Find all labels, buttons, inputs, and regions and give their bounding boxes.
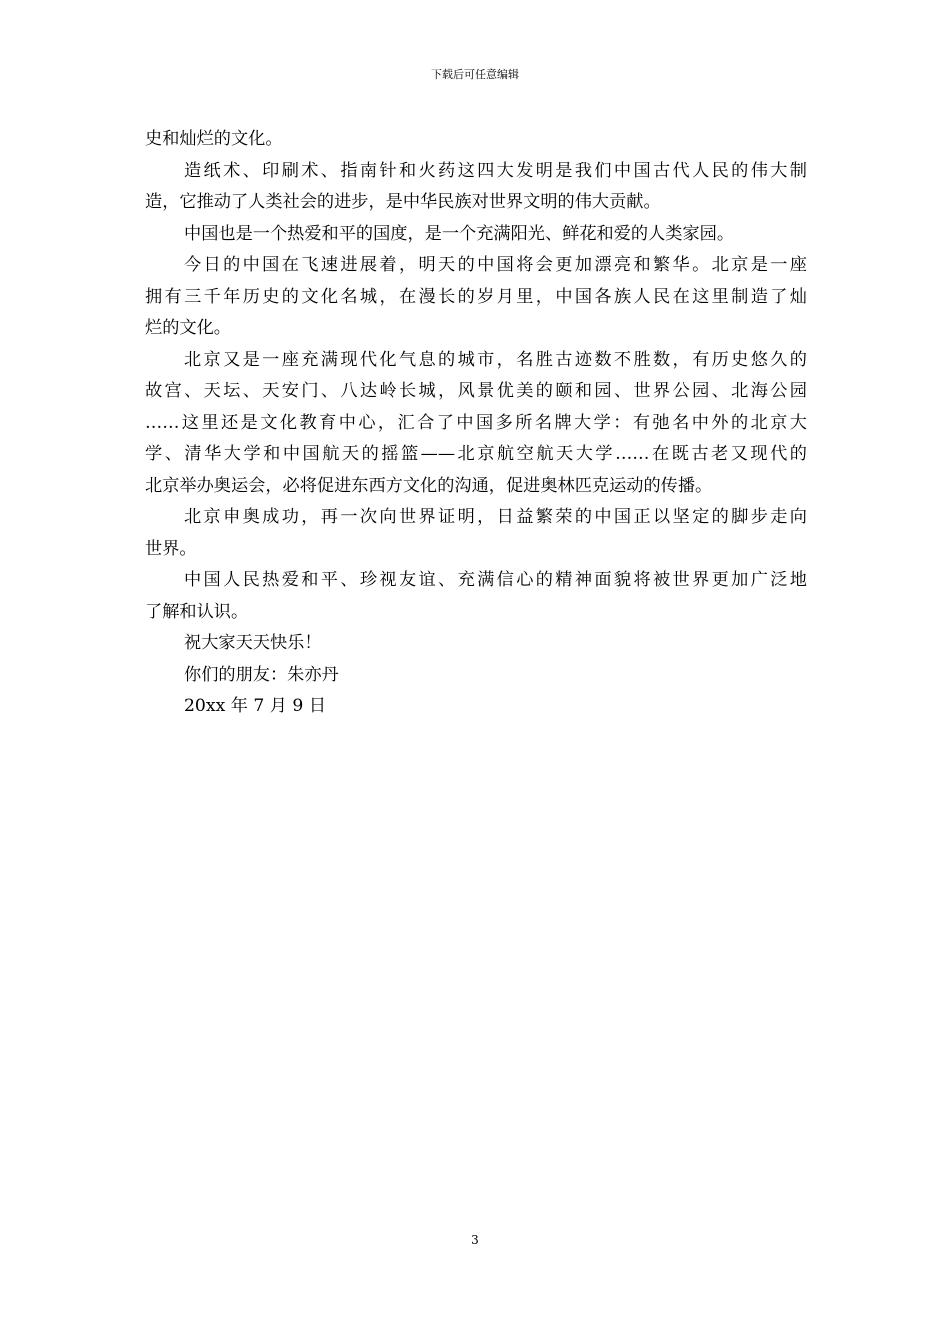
- text-line: 中国也是一个热爱和平的国度，是一个充满阳光、鲜花和爱的人类家园。: [184, 223, 735, 244]
- paragraph-olympic-bid: [145, 502, 807, 565]
- text-line: 今日的中国在飞速进展着，明天的中国将会更加漂亮和繁华。北京是一座: [184, 255, 807, 275]
- paragraph-beijing-modern: [145, 345, 807, 503]
- page-header-note: 下载后可任意编辑: [431, 68, 519, 81]
- text-line: 祝大家天天快乐！: [184, 633, 322, 653]
- text-line: 中国人民热爱和平、珍视友谊、充满信心的精神面貌将被世界更加广泛地: [184, 570, 807, 590]
- text-line: 烂的文化。: [145, 318, 231, 338]
- paragraph-four-inventions: [145, 156, 807, 219]
- text-line: 史和灿烂的文化。: [145, 129, 283, 149]
- signature: [145, 660, 807, 692]
- text-line: 北京举办奥运会，必将促进东西方文化的沟通，促进奥林匹克运动的传播。: [145, 475, 713, 496]
- paragraph-closing-culture: [145, 124, 807, 156]
- text-line: 你们的朋友：朱亦丹: [184, 664, 339, 685]
- paragraph-today-china: [145, 250, 807, 345]
- text-line: ……这里还是文化教育中心，汇合了中国多所名牌大学：有弛名中外的北京大: [145, 412, 807, 433]
- document-body: [145, 124, 807, 723]
- text-line: 世界。: [145, 538, 197, 559]
- text-line: 了解和认识。: [145, 601, 249, 622]
- text-line: 造，它推动了人类社会的进步，是中华民族对世界文明的伟大贡献。: [145, 192, 661, 212]
- text-line: 拥有三千年历史的文化名城，在漫长的岁月里，中国各族人民在这里制造了灿: [145, 286, 807, 307]
- text-line: 故宫、天坛、天安门、八达岭长城，风景优美的颐和园、世界公园、北海公园: [145, 381, 807, 401]
- paragraph-chinese-people: [145, 565, 807, 628]
- text-line: 造纸术、印刷术、指南针和火药这四大发明是我们中国古代人民的伟大制: [184, 160, 807, 181]
- text-line: 学、清华大学和中国航天的摇篮——北京航空航天大学……在既古老又现代的: [145, 444, 807, 464]
- text-line: 北京申奥成功，再一次向世界证明，日益繁荣的中国正以坚定的脚步走向: [184, 507, 807, 527]
- text-line: 北京又是一座充满现代化气息的城市，名胜古迹数不胜数，有历史悠久的: [184, 349, 807, 370]
- letter-date: [145, 691, 807, 723]
- page-number: 3: [471, 1233, 479, 1247]
- text-line: 20xx 年 7 月 9 日: [184, 696, 327, 716]
- closing-wish: [145, 628, 807, 660]
- paragraph-peace-loving: [145, 219, 807, 251]
